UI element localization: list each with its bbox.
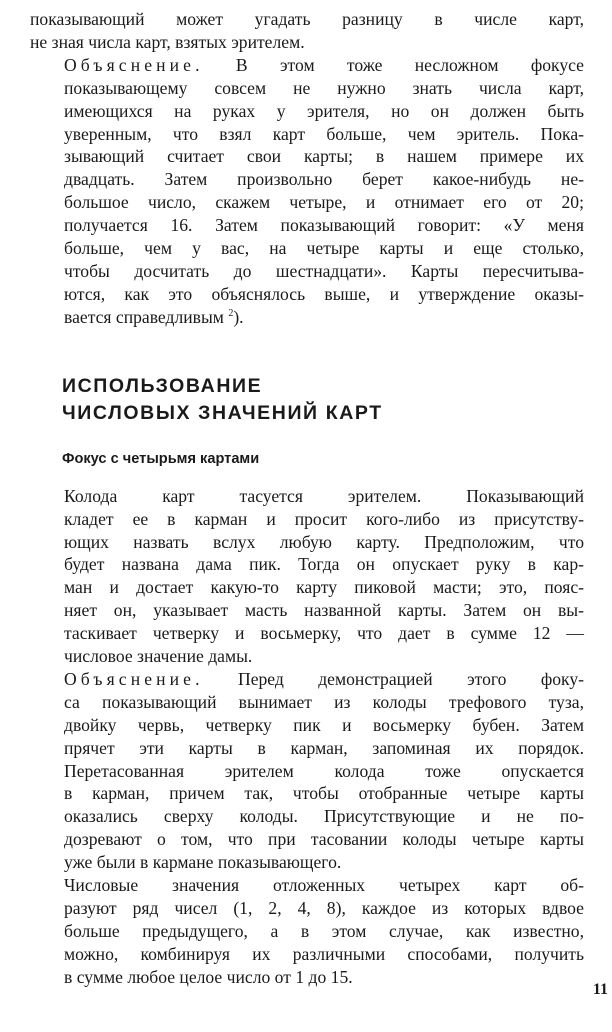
text-line: Колода карт тасуется эрителем. Показывающий [64, 485, 584, 506]
page-number: 11 [592, 981, 608, 998]
text-fragment: вается справедливым [64, 306, 224, 327]
text-line: в сумме любое целое число от 1 до 15. [64, 966, 353, 987]
section-title-line-1: ИСПОЛЬЗОВАНИЕ [62, 374, 263, 397]
text-line: прячет эти карты в карман, запоминая их порядок. [64, 737, 584, 758]
heading-spacer [30, 427, 584, 449]
text-line: чтобы досчитать до шестнадцати». Карты пересчитыва- [64, 260, 584, 281]
text-line: имеющихся на руках у эрителя, но он должен быть [64, 100, 584, 121]
text-line: таскивает четверку и восьмерку, что дает в сумме 12 — [64, 623, 584, 644]
trick-subtitle: Фокус с четырьмя картами [62, 450, 260, 467]
text-line: Перетасованная эрителем колода тоже опускается [64, 760, 584, 781]
subtitle-spacer [30, 469, 584, 485]
text-line: Числовые значения отложенных четырех карт об- [64, 875, 584, 896]
book-page [30, 8, 584, 1018]
text-line: уверенным, что взял карт больше, чем эритель. Пока- [64, 123, 584, 144]
text-line: большое число, скажем четыре, и отнимает его от 20; [64, 192, 584, 213]
text-line: можно, комбинируя их различными способами, получить [64, 943, 584, 964]
text-line: разуют ряд чисел (1, 2, 4, 8), каждое из которых вдвое [64, 898, 584, 918]
text-line [30, 306, 584, 329]
text-line [30, 668, 584, 691]
footnote-mark[interactable]: 2 [228, 307, 234, 319]
text-line: са показывающий вынимает из колоды трефового туза, [64, 691, 584, 712]
text-line: числовое значение дамы. [64, 646, 253, 667]
explanation-paragraph-2 [30, 668, 584, 874]
text-fragment: В этом тоже несложном фокусе [235, 54, 584, 75]
explanation-lead: Объяснение. [64, 668, 204, 689]
text-line: не зная числа карт, взятых эрителем. [30, 31, 305, 52]
explanation-paragraph-1 [30, 54, 584, 329]
text-line: получается 16. Затем показывающий говорит: «У меня [64, 215, 584, 236]
text-line: показывающий может угадать разницу в числе карт, [30, 9, 584, 29]
text-line: двадцать. Затем произвольно берет какое-нибудь не- [64, 169, 584, 190]
text-fragment: Перед демонстрацией этого фоку- [237, 668, 584, 689]
text-line: зывающий считает свои карты; в нашем примере их [64, 146, 584, 167]
section-spacer [30, 329, 584, 373]
text-line: больше предыдущего, а в этом случае, как известно, [64, 920, 584, 941]
text-line: больше, чем у вас, на четыре карты и еще столько, [64, 238, 584, 259]
text-line: ман и достает какую-то карту пиковой масти; это, пояс- [64, 577, 584, 598]
text-line: ются, как это объяснялось выше, и утверждение оказы- [64, 283, 584, 304]
top-paragraph [30, 8, 584, 54]
section-title [30, 373, 584, 427]
section-title-line-2: ЧИСЛОВЫХ ЗНАЧЕНИЙ КАРТ [62, 401, 383, 424]
text-line: показывающему совсем не нужно знать числа карт, [64, 77, 584, 98]
text-line: ющих назвать вслух любую карту. Предположим, что [64, 531, 584, 552]
trick-paragraph [30, 485, 584, 668]
text-line: кладет ее в карман и просит кого-либо из присутству- [64, 508, 584, 529]
text-line: няет он, указывает масть названной карты. Затем он вы- [64, 600, 584, 621]
text-line: оказались сверху колоды. Присутствующие и не по- [64, 806, 584, 827]
text-line: двойку червь, четверку пик и восьмерку бубен. Затем [64, 714, 584, 735]
text-line: уже были в кармане показывающего. [64, 852, 342, 873]
text-line: дозревают о том, что при тасовании колоды четыре карты [64, 829, 584, 850]
text-line: будет названа дама пик. Тогда он опускает руку в кар- [64, 554, 584, 575]
text-fragment: ). [233, 306, 244, 327]
explanation-lead: Объяснение. [64, 54, 204, 75]
text-line: в карман, причем так, чтобы отобранные четыре карты [64, 783, 584, 804]
final-paragraph [30, 874, 584, 989]
text-line [30, 54, 584, 77]
